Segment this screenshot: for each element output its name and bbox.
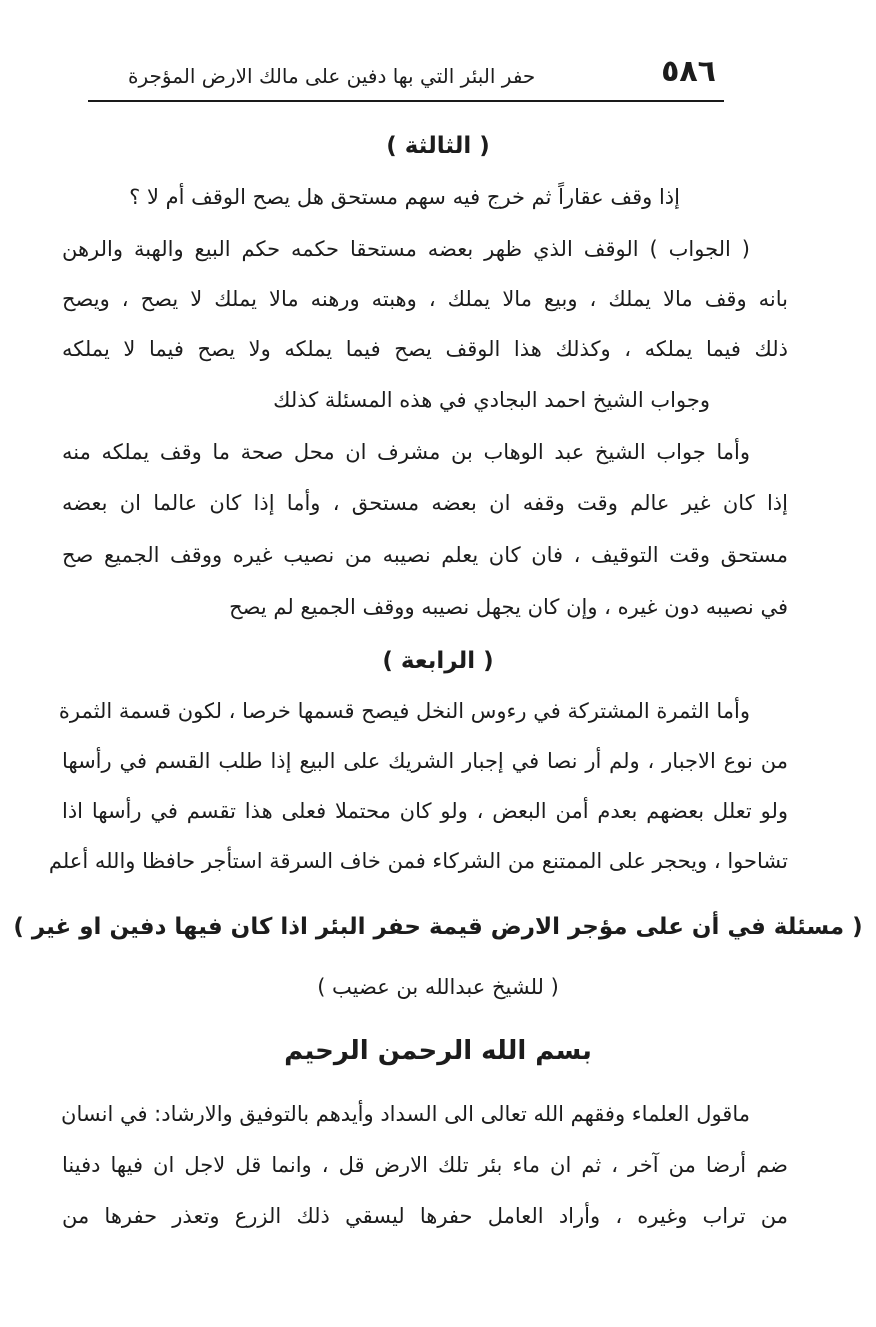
answer-line: في نصيبه دون غيره ، وإن كان يجهل نصيبه ووقف الجميع لم يصح bbox=[229, 595, 788, 619]
question-text: إذا وقف عقاراً ثم خرج فيه سهم مستحق هل يصح الوقف أم لا ؟ bbox=[129, 185, 680, 209]
answer-line: إذا كان غير عالم وقت وقفه ان بعضه مستحق ، وأما إذا كان عالما ان بعضه bbox=[62, 491, 788, 515]
issue-heading: ( مسئلة في أن على مؤجر الارض قيمة حفر البئر اذا كان فيها دفين او غير ) bbox=[13, 914, 863, 940]
section-title-third: ( الثالثة ) bbox=[386, 133, 490, 159]
answer-line: وأما جواب الشيخ عبد الوهاب بن مشرف ان محل صحة ما وقف يملكه منه bbox=[62, 440, 750, 464]
answer-line: بانه وقف مالا يملك ، وبيع مالا يملك ، وهبته ورهنه مالا يملك لا يصح ، ويصح bbox=[62, 287, 788, 311]
answer-line: ( الجواب ) الوقف الذي ظهر بعضه مستحقا حكمه حكم البيع والهبة والرهن bbox=[62, 237, 750, 261]
body-line: تشاحوا ، ويحجر على الممتنع من الشركاء فمن خاف السرقة استأجر حافظا والله أعلم bbox=[48, 849, 788, 873]
body-line: من نوع الاجبار ، ولم أر نصا في إجبار الشريك على البيع إذا طلب القسم في رأسها bbox=[62, 749, 788, 773]
page-number: ٥٨٦ bbox=[661, 54, 716, 89]
answer-line: وجواب الشيخ احمد البجادي في هذه المسئلة كذلك bbox=[273, 388, 710, 412]
answer-line: مستحق وقت التوقيف ، فان كان يعلم نصيبه من نصيب غيره ووقف الجميع صح bbox=[62, 543, 788, 567]
body-line: ماقول العلماء وفقهم الله تعالى الى السداد وأيدهم بالتوفيق والارشاد: في انسان bbox=[61, 1102, 750, 1126]
author-line: ( للشيخ عبدالله بن عضيب ) bbox=[317, 975, 559, 999]
body-line: ولو تعلل بعضهم بعدم أمن البعض ، ولو كان محتملا فعلى هذا تقسم في رأسها اذا bbox=[62, 799, 788, 823]
basmala: بسم الله الرحمن الرحيم bbox=[284, 1036, 592, 1066]
page-header bbox=[88, 52, 724, 102]
body-line: من تراب وغيره ، وأراد العامل حفرها ليسقي ذلك الزرع وتعذر حفرها من bbox=[62, 1204, 788, 1228]
body-line: ضم أرضا من آخر ، ثم ان ماء بئر تلك الارض قل ، وانما قل لاجل ان فيها دفينا bbox=[62, 1153, 788, 1177]
answer-line: ذلك فيما يملكه ، وكذلك هذا الوقف يصح فيما يملكه ولا يصح فيما لا يملكه bbox=[62, 337, 788, 361]
running-title: حفر البئر التي بها دفين على مالك الارض المؤجرة bbox=[128, 64, 536, 88]
section-title-fourth: ( الرابعة ) bbox=[382, 648, 494, 674]
body-line: وأما الثمرة المشتركة في رءوس النخل فيصح قسمها خرصا ، لكون قسمة الثمرة bbox=[58, 699, 750, 723]
